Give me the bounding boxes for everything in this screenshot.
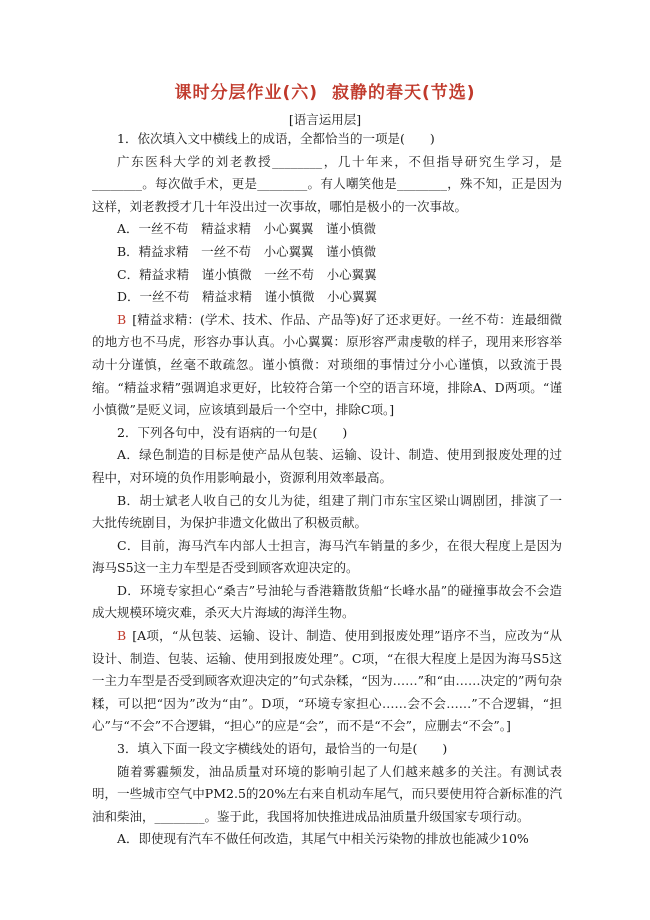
- section-label: [语言运用层]: [288, 112, 362, 127]
- question-1-option-b: B．精益求精 一丝不苟 小心翼翼 谨小慎微: [117, 243, 377, 259]
- question-2-option-a: A．绿色制造的目标是使产品从包装、运输、设计、制造、使用到报废处理的过程中，对环境的负作用影响最小，资源利用效率最高。: [92, 447, 562, 485]
- question-1-passage: 广东医科大学的刘老教授________，几十年来，不但指导研究生学习，是________。每次做手术，更是________。有人嘲笑他是________，殊不知，正是因为这样，刘老教授才几十年没出过一次事故，哪怕是极小的一次事故。: [92, 153, 562, 214]
- question-1-answer-key: B: [117, 311, 127, 327]
- question-2-stem: 2．下列各句中，没有语病的一句是( ): [117, 424, 348, 440]
- question-2-option-d: D．环境专家担心“桑吉”号油轮与香港籍散货船“长峰水晶”的碰撞事故会不会造成大规模环境灾难，杀灭大片海域的海洋生物。: [92, 582, 562, 621]
- question-2-answer-key: B: [117, 628, 127, 644]
- question-1-option-c: C．精益求精 谨小慎微 一丝不苟 小心翼翼: [117, 266, 377, 282]
- question-1-stem: 1．依次填入文中横线上的成语，全都恰当的一项是( ): [117, 131, 435, 146]
- question-1-option-d: D．一丝不苟 精益求精 谨小慎微 小心翼翼: [117, 289, 378, 305]
- document-body: [92, 128, 562, 851]
- question-3-stem: 3．填入下面一段文字横线处的语句，最恰当的一句是( ): [117, 741, 448, 757]
- question-2-option-c: C．目前，海马汽车内部人士担言，海马汽车销量的多少，在很大程度上是因为海马S5这一主力车型是否受到顾客欢迎决定的。: [92, 537, 562, 576]
- title-sub: 寂静的春天(节选): [332, 83, 476, 103]
- question-3-option-a: A．即使现有汽车不做任何改造，其尾气中相关污染物的排放也能减少10%: [117, 831, 529, 847]
- question-1-option-a: A．一丝不苟 精益求精 小心翼翼 谨小慎微: [117, 221, 377, 237]
- question-1-answer: [92, 309, 562, 422]
- page-title: [0, 78, 650, 103]
- question-1-explanation: [精益求精：(学术、技术、作品、产品等)好了还求更好。一丝不苟：连最细微的地方也不马虎，形容办事认真。小心翼翼：原形容严肃虔敬的样子，现用来形容举动十分谨慎，丝毫不敢疏忽。谨小慎微：对琐细的事情过分小心谨慎，以致流于畏缩。“精益求精”强调追求更好，比较符合第一个空的语言环境，排除A、D两项。“谨小慎微”是贬义词，应该填到最后一个空中，排除C项。]: [92, 311, 562, 418]
- question-3-passage: 随着雾霾频发，油品质量对环境的影响引起了人们越来越多的关注。有测试表明，一些城市空气中PM2.5的20%左右来自机动车尾气，而只要使用符合新标准的汽油和柴油，________。鉴于此，我国将加快推进成品油质量升级国家专项行动。: [92, 763, 562, 824]
- question-2-option-b: B．胡士斌老人收自己的女儿为徒，组建了荆门市东宝区梁山调剧团，排演了一大批传统剧目，为保护非遗文化做出了积极贡献。: [92, 492, 562, 531]
- question-2-explanation: [A项，“从包装、运输、设计、制造、使用到报废处理”语序不当，应改为“从设计、制造、包装、运输、使用到报废处理”。C项，“在很大程度上是因为海马S5这一主力车型是否受到顾客欢迎决定的”句式杂糅，“因为……”和“由……决定的”两句杂糅，可以把“因为”改为“由”。D项，“环境专家担心……会不会……”不合逻辑，“担心”与“不会”不合逻辑，“担心”的应是“会”，而不是“不会”，应删去“不会”。]: [92, 628, 562, 734]
- title-main: 课时分层作业(六): [174, 83, 318, 103]
- question-2-answer: [92, 625, 562, 738]
